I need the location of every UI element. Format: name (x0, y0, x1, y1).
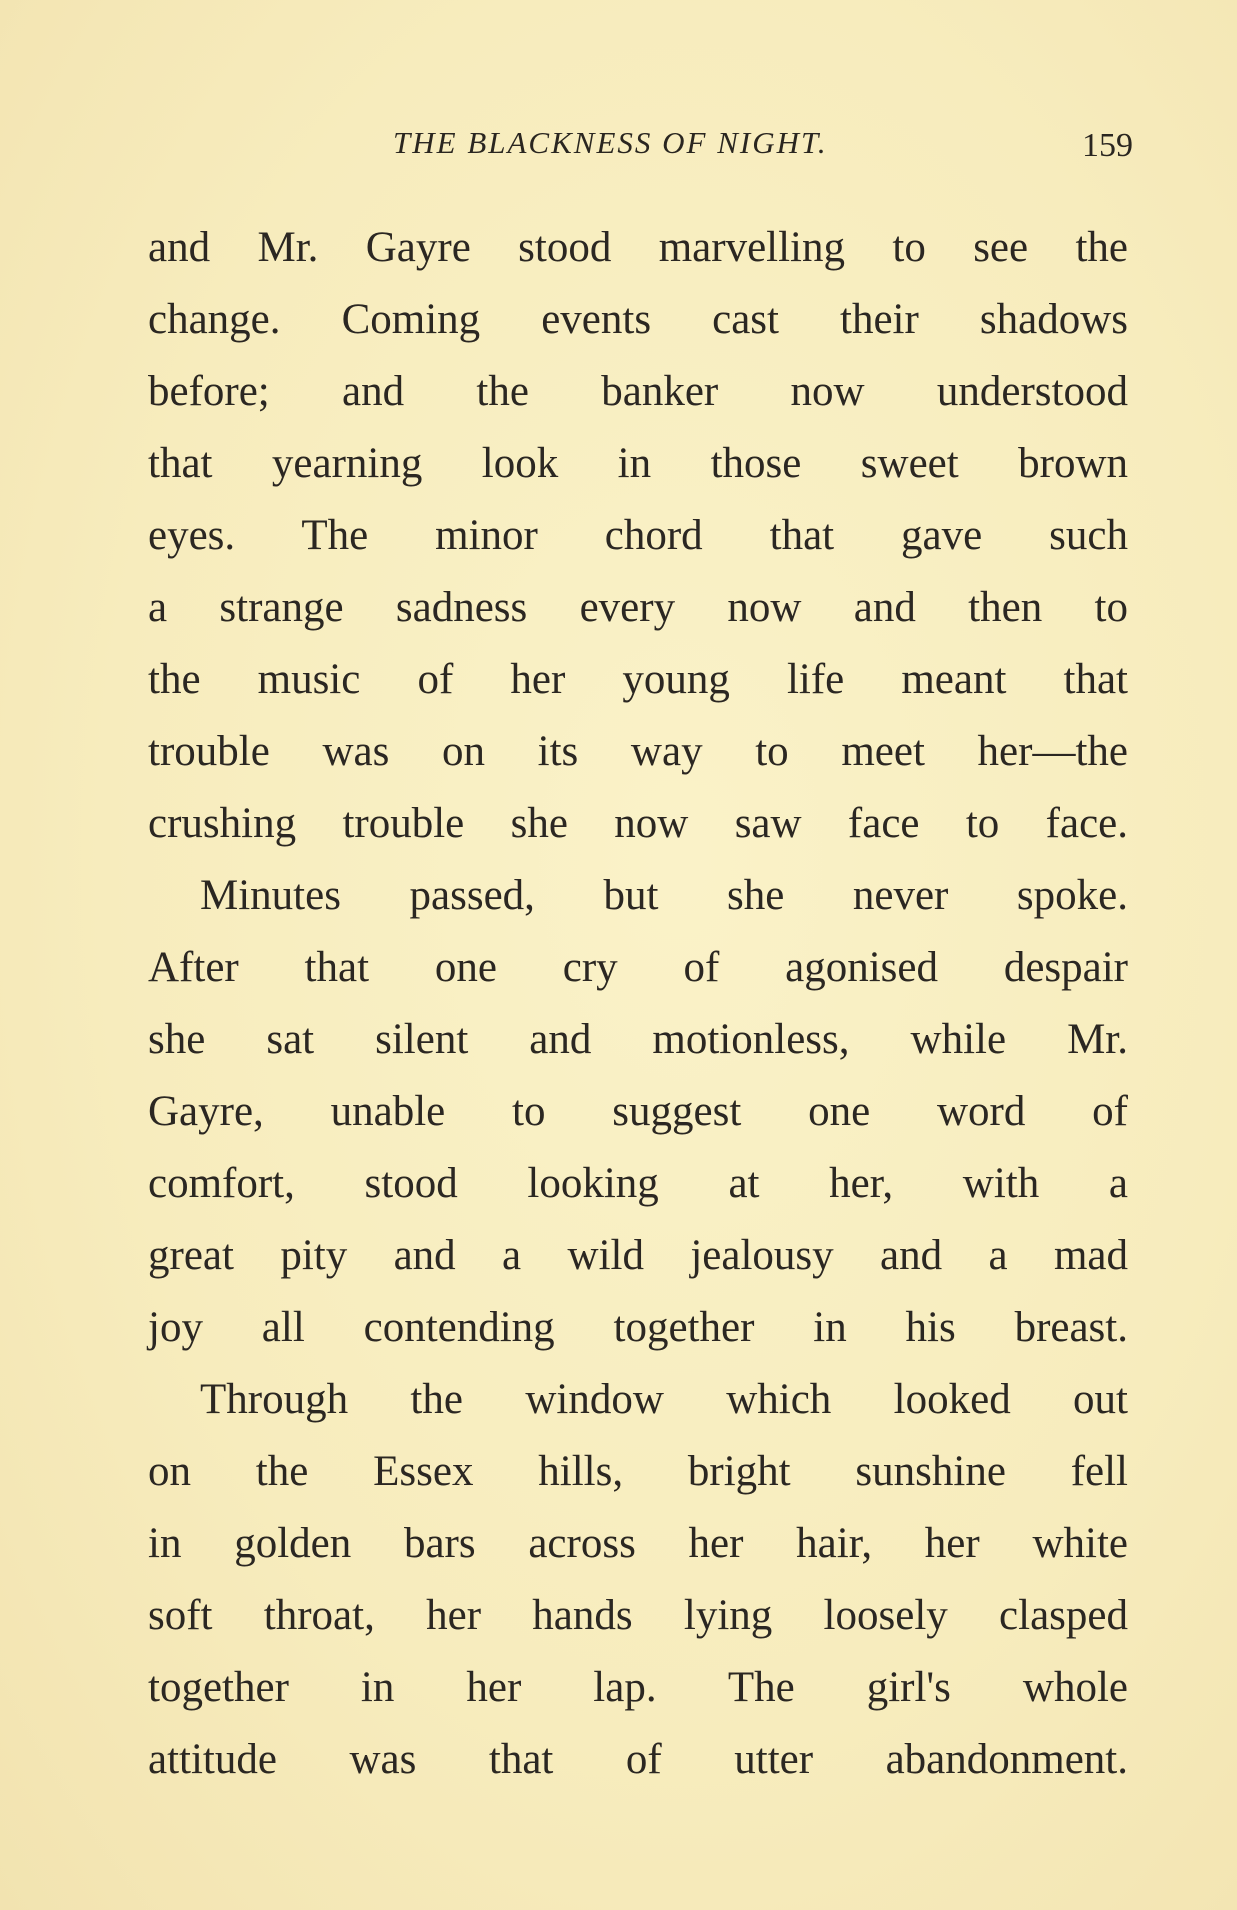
text-line: change. Coming events cast their shadows (148, 296, 1128, 343)
running-title: THE BLACKNESS OF NIGHT. (393, 125, 828, 160)
text-line: great pity and a wild jealousy and a mad (148, 1232, 1128, 1279)
text-line: she sat silent and motionless, while Mr. (148, 1016, 1128, 1063)
body-text (148, 212, 1128, 1796)
text-line: in golden bars across her hair, her white (148, 1520, 1128, 1567)
text-line: the music of her young life meant that (148, 656, 1128, 703)
text-line: joy all contending together in his breast. (148, 1304, 1128, 1351)
text-line: before; and the banker now understood (148, 368, 1128, 415)
text-line: Minutes passed, but she never spoke. (200, 872, 1128, 919)
text-line: attitude was that of utter abandonment. (148, 1736, 1128, 1783)
text-line: on the Essex hills, bright sunshine fell (148, 1448, 1128, 1495)
page-header (148, 125, 1133, 175)
text-line: Through the window which looked out (200, 1376, 1128, 1423)
text-line: After that one cry of agonised despair (148, 944, 1128, 991)
text-line: a strange sadness every now and then to (148, 584, 1128, 631)
text-line: crushing trouble she now saw face to face. (148, 800, 1128, 847)
text-line: together in her lap. The girl's whole (148, 1664, 1128, 1711)
text-line: comfort, stood looking at her, with a (148, 1160, 1128, 1207)
text-line: that yearning look in those sweet brown (148, 440, 1128, 487)
text-line: Gayre, unable to suggest one word of (148, 1088, 1128, 1135)
text-line: eyes. The minor chord that gave such (148, 512, 1128, 559)
text-line: trouble was on its way to meet her—the (148, 728, 1128, 775)
page-number: 159 (1082, 127, 1133, 164)
text-line: and Mr. Gayre stood marvelling to see the (148, 224, 1128, 271)
text-line: soft throat, her hands lying loosely clasped (148, 1592, 1128, 1639)
